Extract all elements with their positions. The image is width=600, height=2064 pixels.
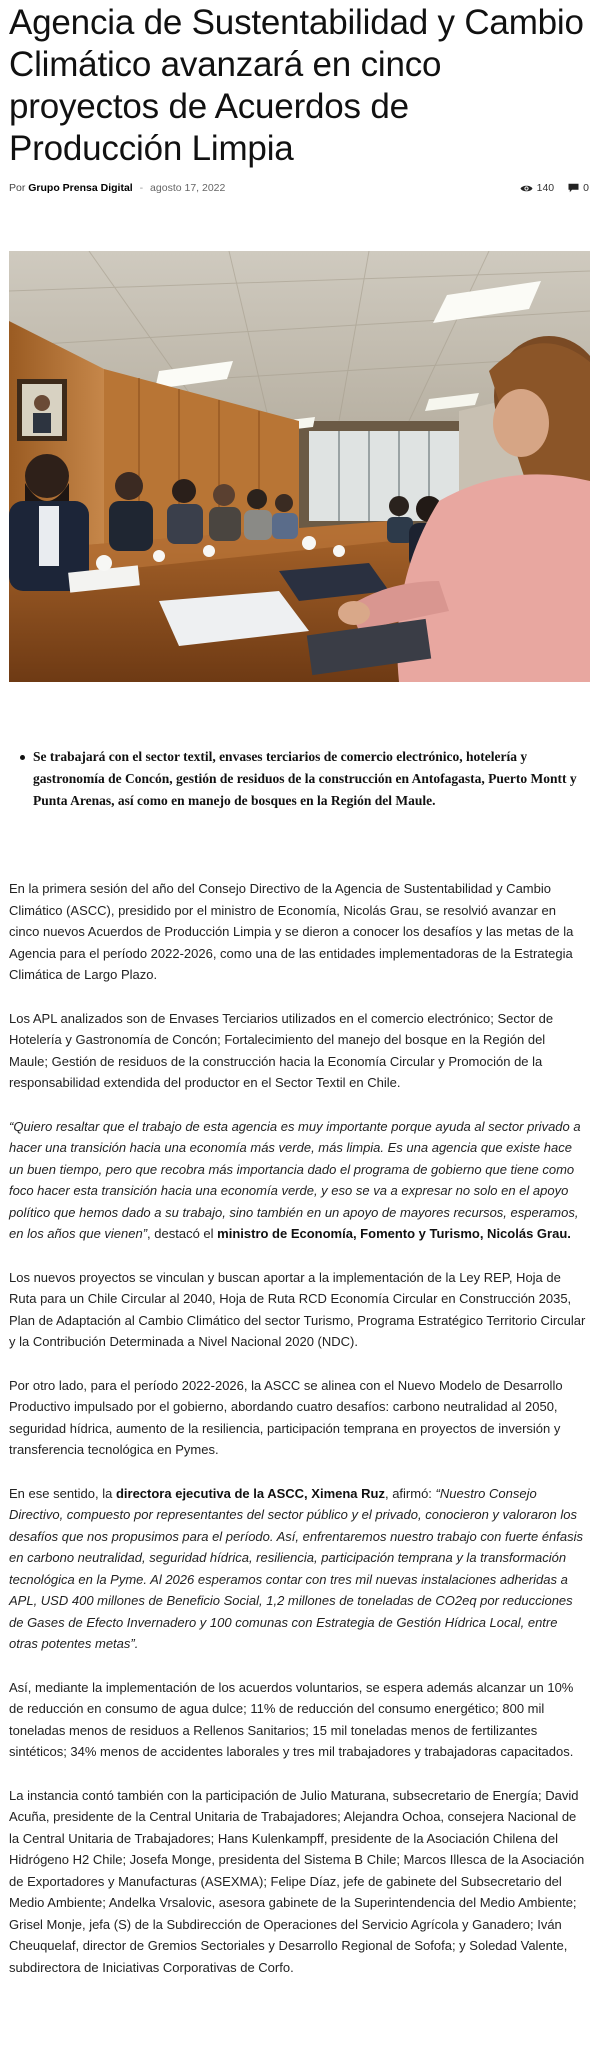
author-link[interactable]: Grupo Prensa Digital bbox=[28, 181, 133, 194]
meta-byline bbox=[9, 182, 225, 194]
by-label: Por bbox=[9, 182, 26, 195]
attribution-text: , destacó el bbox=[147, 1226, 218, 1241]
meta-stats bbox=[520, 182, 591, 194]
article-meta bbox=[9, 178, 591, 198]
paragraph: Así, mediante la implementación de los acuerdos voluntarios, se espera además alcanzar un 10% de reducción en consumo de agua dulce; 11% de reducción del consumo energético; 800 mil toneladas menos de residuos a Rellenos Sanitarios; 15 mil toneladas menos de fertilizantes sintéticos; 34% menos de accidentes laborales y tres mil trabajadores y trabajadoras capacitados. bbox=[9, 1679, 574, 1759]
publish-date: agosto 17, 2022 bbox=[150, 182, 226, 195]
comment-icon bbox=[568, 183, 579, 193]
paragraph: Por otro lado, para el período 2022-2026, la ASCC se alinea con el Nuevo Modelo de Desarrollo Productivo impulsado por el gobierno, abordando cuatro desafíos: carbono neutralidad al 2050, seguridad hídrica, aumento de la resiliencia, participación temprana en proyectos de inversión y transferencia tecnológica en Pymes. bbox=[9, 1377, 563, 1457]
summary-bullets bbox=[9, 746, 591, 812]
director-quote: “Nuestro Consejo Directivo, compuesto por representantes del sector público y el privado, conocieron y valoraron los desafíos que nos propusimos para el período. Así, enfrentaremos nuestro trabajo con fuerte énfasis en carbono neutralidad, seguridad hídrica, resiliencia, participación temprana y la transformación tecnológica en la Pyme. Al 2026 esperamos contar con tres mil nuevas instalaciones adheridas a APL, USD 400 millones de Beneficio Social, 1,2 millones de toneladas de CO2eq por reducciones de Gases de Efecto Invernadero y 100 comunas con Estrategia de Gestión Hídrica Local, entre otras potentes metas”. bbox=[9, 1485, 584, 1651]
summary-bullet: Se trabajará con el sector textil, envases terciarios de comercio electrónico, hotelería y gastronomía de Concón, gestión de residuos de la construcción en Antofagasta, Puerto Montt y Punta Arenas, así como en manejo de bosques en la Región del Maule. bbox=[33, 746, 591, 812]
attribution-text: , afirmó: bbox=[384, 1485, 436, 1501]
lead-text: En ese sentido, la bbox=[9, 1485, 116, 1501]
eye-icon bbox=[520, 184, 533, 193]
hero-photo bbox=[9, 251, 590, 682]
meeting-room-illustration bbox=[9, 251, 590, 682]
minister-name: ministro de Economía, Fomento y Turismo, Nicolás Grau. bbox=[217, 1226, 571, 1241]
paragraph: Los APL analizados son de Envases Terciarios utilizados en el comercio electrónico; Sector de Hotelería y Gastronomía de Concón; Fortalecimiento del manejo del bosque en la Región del Maule; Gestión de residuos de la construcción hacia la Economía Circular y Promoción de la responsabilidad extendida del productor en el Sector Textil en Chile. bbox=[9, 1010, 554, 1090]
minister-quote: “Quiero resaltar que el trabajo de esta agencia es muy importante porque ayuda al sector privado a hacer una transición hacia una economía más verde, más limpia. Es una agencia que existe hace un buen tiempo, pero que recobra más importancia dado el programa de gobierno que tiene como foco hacer esta transición hacia una economía verde, y eso se va a expresar no solo en el apoyo político que hemos dado a su trabajo, sino también en un apoyo de mayores recursos, esperamos, en los años que vienen” bbox=[9, 1118, 581, 1241]
comments-count: 0 bbox=[583, 182, 589, 194]
quote-paragraph bbox=[9, 1483, 591, 1655]
paragraph: Los nuevos proyectos se vinculan y buscan aportar a la implementación de la Ley REP, Hoja de Ruta para un Chile Circular al 2040, Hoja de Ruta RCD Economía Circular en Construcción 2035, Plan de Adaptación al Cambio Climático del sector Turismo, Programa Estratégico Territorio Circular y la Contribución Determinada a Nivel Nacional 2020 (NDC). bbox=[9, 1269, 586, 1349]
comments-counter[interactable] bbox=[568, 182, 589, 194]
paragraph: La instancia contó también con la participación de Julio Maturana, subsecretario de Energía; David Acuña, presidente de la Central Unitaria de Trabajadores; Alejandra Ochoa, consejera Nacional de la Central Unitaria de Trabajadores; Hans Kulenkampff, presidente de la Asociación Chilena del Hidrógeno H2 Chile; Josefa Monge, presidenta del Sistema B Chile; Marcos Illesca de la Asociación de Exportadores y Manufacturas (ASEXMA); Felipe Díaz, jefe de gabinete del Subsecretario del Medio Ambiente; Andelka Vrsalovic, asesora gabinete de la Superintendencia del Medio Ambiente; Grisel Monje, jefa (S) de la Subdirección de Operaciones del Servicio Agrícola y Ganadero; Iván Cheuquelaf, director de Gremios Sectoriales y Desarrollo Regional de Sofofa; y Soledad Valente, subdirectora de Iniciativas Corporativas de Corfo. bbox=[9, 1787, 585, 1975]
paragraph: En la primera sesión del año del Consejo Directivo de la Agencia de Sustentabilidad y Cambio Climático (ASCC), presidido por el ministro de Economía, Nicolás Grau, se resolvió avanzar en cinco nuevos Acuerdos de Producción Limpia y se dieron a conocer los desafíos y las metas de la Agencia para el período 2022-2026, como una de las entidades implementadoras de la Estrategia Climática de Largo Plazo. bbox=[9, 881, 574, 982]
meta-separator: - bbox=[139, 182, 144, 195]
article-title: Agencia de Sustentabilidad y Cambio Climático avanzará en cinco proyectos de Acuerdos de Producción Limpia bbox=[9, 3, 584, 168]
director-name: directora ejecutiva de la ASCC, Ximena Ruz bbox=[115, 1485, 385, 1501]
views-count: 140 bbox=[536, 182, 555, 194]
views-counter bbox=[520, 182, 555, 194]
article-body bbox=[9, 878, 591, 1978]
quote-paragraph bbox=[9, 1116, 591, 1245]
